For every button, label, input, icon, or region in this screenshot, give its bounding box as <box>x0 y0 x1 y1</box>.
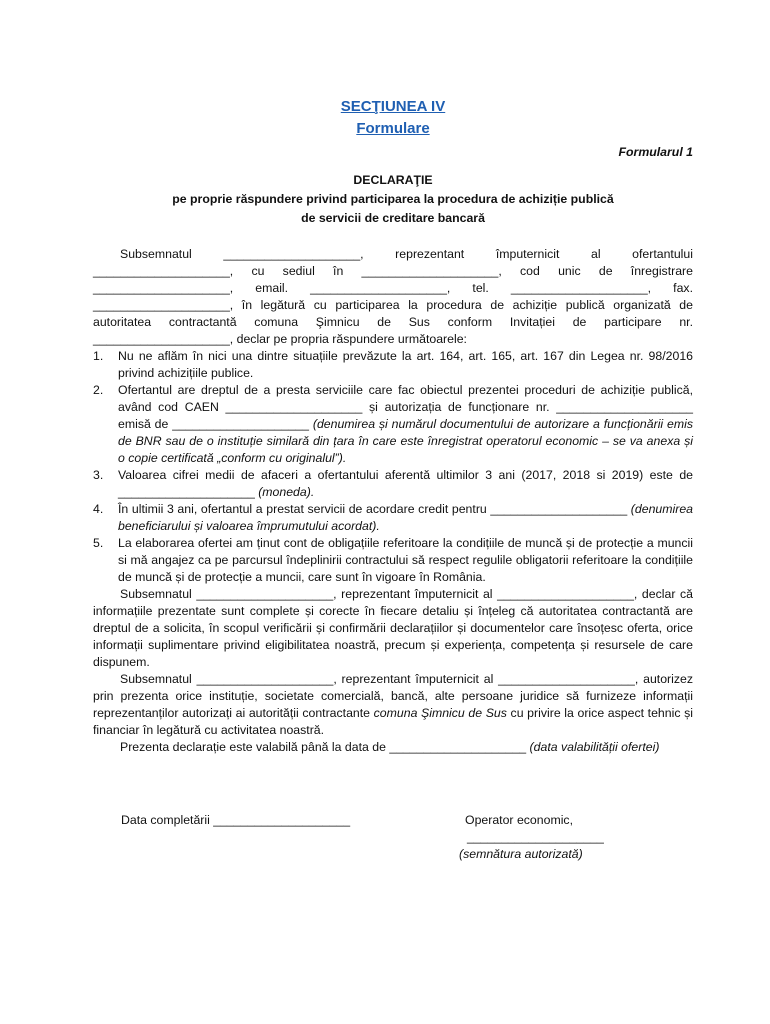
paragraph-validity <box>93 739 693 756</box>
form-number: Formularul 1 <box>618 145 693 159</box>
intro-paragraph: Subsemnatul ____________________, reprezentant împuternicit al ofertantului ____________________, cu sediul în ____________________, cod unic de înregistrare ____________________, email. ____________________, tel. ____________________, fax. ____________________, în legătură cu participarea la procedura de achiziție publică organizată de autoritatea contractantă comuna Şimnicu de Sus conform Invitației de participare nr. ____________________, declar pe propria răspundere următoarele: <box>93 247 693 346</box>
document-page <box>93 96 693 872</box>
item-number: 3. <box>93 468 104 482</box>
item-text: Valoarea cifrei medii de afaceri a ofertantului aferentă ultimilor 3 ani (2017, 2018 si 2019) este de ____________________ <box>118 468 693 499</box>
section-heading: SECŢIUNEA IV <box>340 98 446 115</box>
operator-title: Operator economic, <box>465 813 573 827</box>
item-text: Nu ne aflăm în nici una dintre situațiile prevăzute la art. 164, art. 165, art. 167 din Legea nr. 98/2016 privind achizițiile publice. <box>118 349 693 380</box>
item-body <box>118 501 693 535</box>
item-text: În ultimii 3 ani, ofertantul a prestat servicii de acordare credit pentru ____________________ <box>118 502 631 516</box>
item-text: Ofertantul are dreptul de a presta serviciile care fac obiectul prezentei proceduri de achiziție publică, având cod CAEN ____________________ și autorizația de funcționare nr. ____________________ emisă de ____________________ <box>118 383 693 431</box>
authorization-text: Subsemnatul ____________________, reprezentant împuternicit al ____________________, autorizez prin prezenta orice instituție, societate comercială, bancă, alte persoane juridice să furnizeze informații reprezentanților autorizați ai autorității contractante <box>93 672 693 720</box>
section-subtitle: Formulare <box>356 120 430 137</box>
title-line-1: DECLARAŢIE <box>353 173 433 187</box>
item-number: 1. <box>93 349 104 363</box>
validity-text: Prezenta declarație este valabilă până la data de ____________________ <box>120 740 530 754</box>
item-number: 4. <box>93 502 104 516</box>
declaration-list <box>93 348 693 586</box>
item-body <box>118 467 693 501</box>
item-italic-note: (denumirea și numărul documentului de autorizare a funcționării emis de BNR sau de o instituție similară din țara în care este înregistrat operatorul economic – se va anexa și o copie certificată „conform cu originalul”). <box>118 417 693 465</box>
item-italic-note: (moneda). <box>258 485 315 499</box>
item-text: La elaborarea ofertei am ținut cont de obligațiile referitoare la condițiile de muncă și de protecție a muncii si mă angajez ca pe parcursul îndeplinirii contractului să respect regulile obligatorii referitoare la condițiile de muncă și de protecție a muncii, care sunt în vigoare în România. <box>118 536 693 584</box>
list-item <box>93 348 693 382</box>
signature-note: (semnătura autorizată) <box>459 847 583 861</box>
item-number: 2. <box>93 383 104 397</box>
item-body <box>118 382 693 467</box>
authority-name: comuna Şimnicu de Sus <box>373 706 507 720</box>
declaration-title <box>93 171 693 228</box>
completion-date-field: Data completării ____________________ <box>121 813 351 827</box>
operator-label <box>465 812 604 846</box>
item-italic-note: (denumirea beneficiarului și valoarea împrumutului acordat). <box>118 502 693 533</box>
list-item <box>93 467 693 501</box>
paragraph-authorization <box>93 671 693 739</box>
signature-line: ____________________ <box>467 830 604 844</box>
list-item <box>93 382 693 467</box>
paragraph-information-completeness: Subsemnatul ____________________, reprezentant împuternicit al ____________________, declar că informațiile prezentate sunt complete și corecte în fiecare detaliu și înțeleg că autoritatea contractantă are dreptul de a solicita, în scopul verificării și confirmării declarațiilor și documentelor care însoțesc oferta, orice informații suplimentare privind eligibilitatea noastră, precum și experiența, competența și resursele de care dispunem. <box>93 587 693 669</box>
title-line-2: pe proprie răspundere privind participarea la procedura de achiziție publică <box>172 192 614 206</box>
validity-note: (data valabilității ofertei) <box>529 740 660 754</box>
signature-block <box>93 812 693 872</box>
list-item <box>93 535 693 586</box>
authorization-text-end: cu privire la orice aspect tehnic și financiar în legătură cu activitatea noastră. <box>93 706 693 737</box>
list-item <box>93 501 693 535</box>
item-number: 5. <box>93 536 104 550</box>
title-line-3: de servicii de creditare bancară <box>301 211 485 225</box>
